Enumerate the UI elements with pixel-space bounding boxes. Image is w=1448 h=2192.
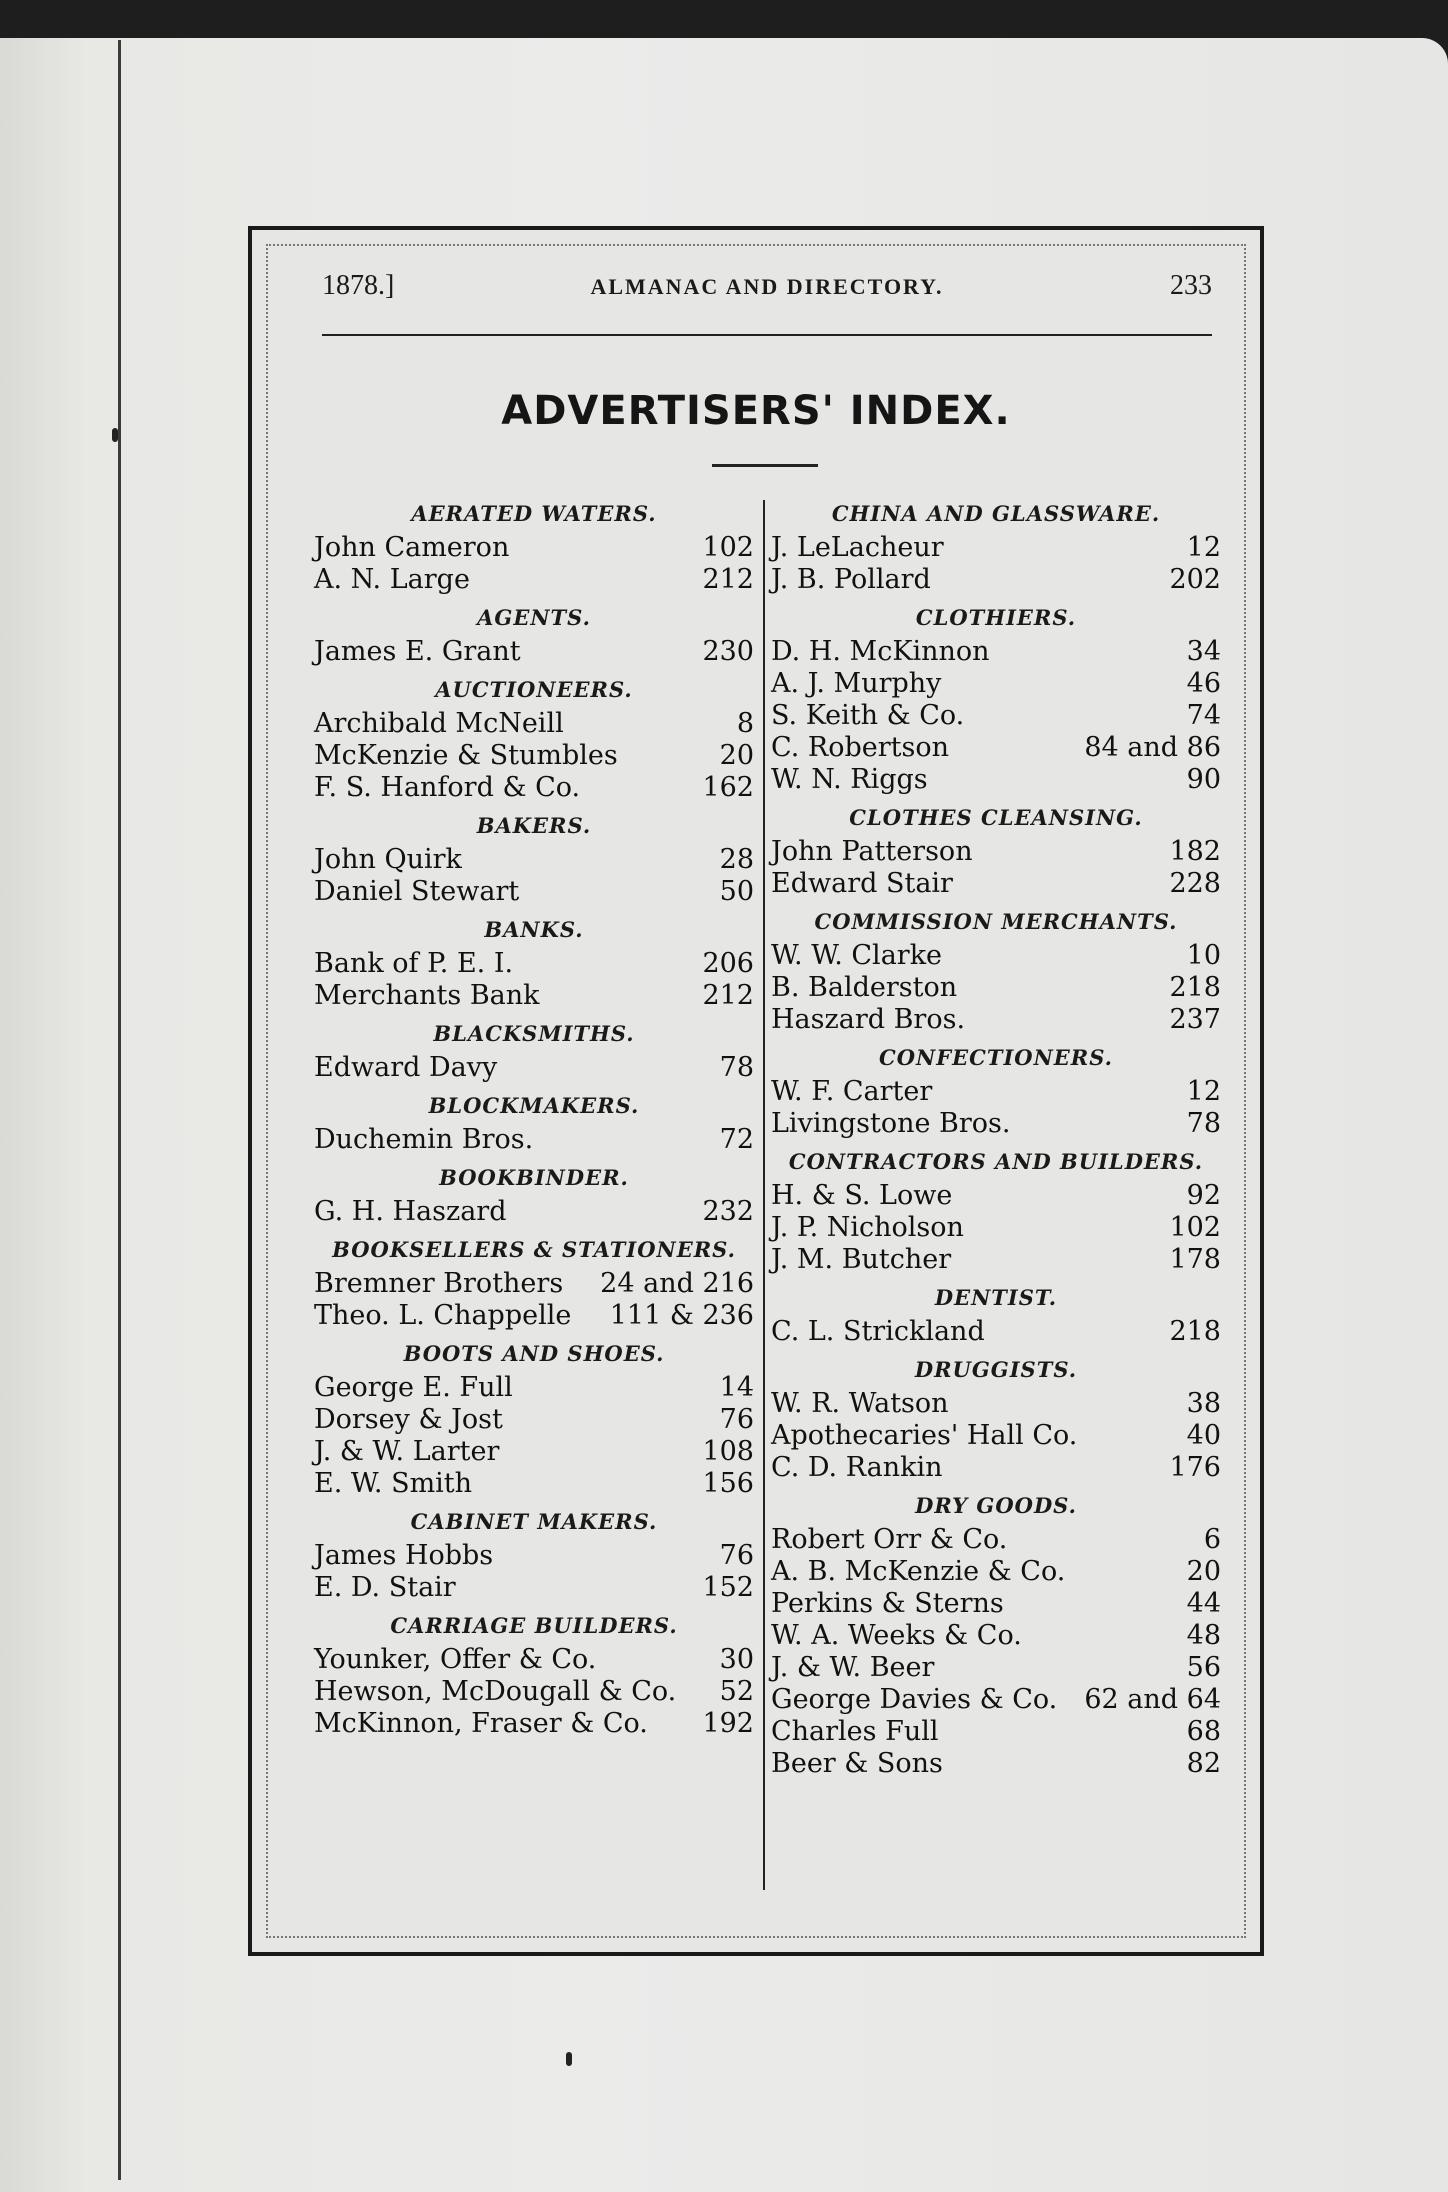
page-reference: 56 — [1186, 1652, 1221, 1683]
index-entry — [771, 868, 1221, 900]
page-number: 233 — [1170, 270, 1212, 301]
section-heading: BOOKSELLERS & STATIONERS. — [332, 1237, 736, 1262]
advertiser-name: Daniel Stewart — [314, 876, 520, 907]
section-heading: CARRIAGE BUILDERS. — [390, 1613, 678, 1638]
section-heading: DRUGGISTS. — [914, 1357, 1078, 1382]
page-reference: 102 — [1169, 1212, 1221, 1243]
advertiser-name: W. N. Riggs — [771, 764, 928, 795]
advertiser-name: J. & W. Beer — [771, 1652, 935, 1683]
section-heading: CLOTHES CLEANSING. — [849, 805, 1143, 830]
index-entry — [314, 564, 754, 596]
index-entry — [771, 1076, 1221, 1108]
index-entry — [771, 1420, 1221, 1452]
advertiser-name: J. M. Butcher — [771, 1244, 952, 1275]
index-entry — [314, 1124, 754, 1156]
page-reference: 38 — [1186, 1388, 1221, 1419]
section-heading: CONFECTIONERS. — [879, 1045, 1113, 1070]
index-entry — [771, 1180, 1221, 1212]
advertiser-name: E. W. Smith — [314, 1468, 473, 1499]
index-entry — [314, 1196, 754, 1228]
page-reference: 10 — [1186, 940, 1221, 971]
page-reference: 84 and 86 — [1084, 732, 1221, 763]
running-header — [322, 270, 1212, 310]
page-reference: 82 — [1186, 1748, 1221, 1779]
index-entry — [771, 1588, 1221, 1620]
index-entry — [771, 1716, 1221, 1748]
index-entry — [771, 1244, 1221, 1276]
page-reference: 20 — [719, 740, 754, 771]
page-reference: 52 — [719, 1676, 754, 1707]
page-reference: 176 — [1169, 1452, 1221, 1483]
advertiser-name: McKenzie & Stumbles — [314, 740, 618, 771]
index-entry — [771, 1556, 1221, 1588]
section-heading: AUCTIONEERS. — [435, 677, 633, 702]
column-divider — [763, 500, 765, 1890]
index-entry — [771, 764, 1221, 796]
section-heading: BOOTS AND SHOES. — [403, 1341, 665, 1366]
index-entry — [314, 1372, 754, 1404]
left-column — [314, 492, 754, 1740]
advertiser-name: A. N. Large — [314, 564, 470, 595]
advertiser-name: J. P. Nicholson — [771, 1212, 964, 1243]
advertiser-name: George Davies & Co. — [771, 1684, 1058, 1715]
page-reference: 46 — [1186, 668, 1221, 699]
advertiser-name: E. D. Stair — [314, 1572, 456, 1603]
page-reference: 182 — [1169, 836, 1221, 867]
advertiser-name: Haszard Bros. — [771, 1004, 966, 1035]
index-entry — [314, 1300, 754, 1332]
advertiser-name: A. J. Murphy — [771, 668, 942, 699]
page-reference: 228 — [1169, 868, 1221, 899]
index-entry — [771, 1212, 1221, 1244]
page-reference: 218 — [1169, 972, 1221, 1003]
advertiser-name: W. F. Carter — [771, 1076, 933, 1107]
index-entry — [314, 1404, 754, 1436]
advertiser-name: Edward Davy — [314, 1052, 498, 1083]
page-reference: 90 — [1186, 764, 1221, 795]
index-entry — [314, 1268, 754, 1300]
page-reference: 178 — [1169, 1244, 1221, 1275]
section-heading: COMMISSION MERCHANTS. — [814, 909, 1178, 934]
advertiser-name: Merchants Bank — [314, 980, 540, 1011]
advertiser-name: James E. Grant — [314, 636, 521, 667]
page-reference: 230 — [702, 636, 754, 667]
advertiser-name: Theo. L. Chappelle — [314, 1300, 572, 1331]
index-entry — [771, 1652, 1221, 1684]
page-reference: 206 — [702, 948, 754, 979]
page-reference: 152 — [702, 1572, 754, 1603]
page-reference: 102 — [702, 532, 754, 563]
binding-mark — [112, 428, 118, 442]
index-entry — [314, 948, 754, 980]
index-entry — [314, 740, 754, 772]
index-entry — [771, 972, 1221, 1004]
advertiser-name: George E. Full — [314, 1372, 513, 1403]
index-entry — [314, 1540, 754, 1572]
section-heading: BOOKBINDER. — [439, 1165, 629, 1190]
index-entry — [314, 1436, 754, 1468]
section-heading: CONTRACTORS AND BUILDERS. — [788, 1149, 1204, 1174]
advertiser-name: John Cameron — [314, 532, 510, 563]
advertiser-name: A. B. McKenzie & Co. — [771, 1556, 1066, 1587]
advertiser-name: C. Robertson — [771, 732, 949, 763]
index-entry — [771, 836, 1221, 868]
advertiser-name: Dorsey & Jost — [314, 1404, 503, 1435]
advertiser-name: J. B. Pollard — [771, 564, 931, 595]
advertiser-name: McKinnon, Fraser & Co. — [314, 1708, 648, 1739]
index-entry — [314, 1676, 754, 1708]
section-heading: BLOCKMAKERS. — [428, 1093, 640, 1118]
page-reference: 232 — [702, 1196, 754, 1227]
page-reference: 202 — [1169, 564, 1221, 595]
page-reference: 12 — [1186, 1076, 1221, 1107]
advertiser-name: Beer & Sons — [771, 1748, 943, 1779]
section-heading: CABINET MAKERS. — [410, 1509, 658, 1534]
section-heading: AGENTS. — [477, 605, 591, 630]
page-reference: 78 — [719, 1052, 754, 1083]
section-heading: BANKS. — [484, 917, 584, 942]
right-column — [771, 492, 1221, 1780]
ink-mark — [566, 2052, 572, 2066]
section-heading: CHINA AND GLASSWARE. — [831, 501, 1161, 526]
index-frame — [248, 226, 1264, 1956]
page-reference: 111 & 236 — [609, 1300, 754, 1331]
advertiser-name: Livingstone Bros. — [771, 1108, 1011, 1139]
index-entry — [771, 940, 1221, 972]
index-entry — [771, 1108, 1221, 1140]
page-reference: 6 — [1203, 1524, 1221, 1555]
page-reference: 24 and 216 — [600, 1268, 754, 1299]
index-entry — [314, 1572, 754, 1604]
index-entry — [314, 708, 754, 740]
section-heading: BAKERS. — [476, 813, 592, 838]
page-reference: 62 and 64 — [1084, 1684, 1221, 1715]
index-entry — [771, 532, 1221, 564]
advertiser-name: G. H. Haszard — [314, 1196, 507, 1227]
index-entry — [771, 1620, 1221, 1652]
advertiser-name: W. R. Watson — [771, 1388, 949, 1419]
index-entry — [314, 532, 754, 564]
page-reference: 28 — [719, 844, 754, 875]
advertiser-name: Edward Stair — [771, 868, 953, 899]
page-reference: 20 — [1186, 1556, 1221, 1587]
section-heading: BLACKSMITHS. — [433, 1021, 635, 1046]
advertiser-name: Duchemin Bros. — [314, 1124, 534, 1155]
advertiser-name: Robert Orr & Co. — [771, 1524, 1008, 1555]
page-title: ADVERTISERS' INDEX. — [501, 388, 1011, 434]
advertiser-name: J. LeLacheur — [771, 532, 944, 563]
page-reference: 218 — [1169, 1316, 1221, 1347]
advertiser-name: John Patterson — [771, 836, 973, 867]
advertiser-name: Charles Full — [771, 1716, 939, 1747]
index-entry — [314, 844, 754, 876]
index-entry — [314, 1052, 754, 1084]
advertiser-name: C. D. Rankin — [771, 1452, 943, 1483]
index-entry — [771, 564, 1221, 596]
page-reference: 34 — [1186, 636, 1221, 667]
section-heading: CLOTHIERS. — [915, 605, 1077, 630]
header-title: ALMANAC AND DIRECTORY. — [590, 274, 944, 299]
advertiser-name: James Hobbs — [314, 1540, 494, 1571]
index-entry — [771, 732, 1221, 764]
advertiser-name: John Quirk — [314, 844, 462, 875]
page-reference: 108 — [702, 1436, 754, 1467]
page-reference: 40 — [1186, 1420, 1221, 1451]
advertiser-name: Archibald McNeill — [314, 708, 564, 739]
section-heading: DRY GOODS. — [915, 1493, 1077, 1518]
index-entry — [771, 636, 1221, 668]
page-reference: 76 — [719, 1404, 754, 1435]
page-reference: 12 — [1186, 532, 1221, 563]
index-entry — [771, 700, 1221, 732]
index-entry — [314, 876, 754, 908]
index-entry — [771, 1524, 1221, 1556]
section-heading: AERATED WATERS. — [411, 501, 657, 526]
page-reference: 50 — [719, 876, 754, 907]
index-entry — [314, 772, 754, 804]
advertiser-name: S. Keith & Co. — [771, 700, 965, 731]
advertiser-name: Bank of P. E. I. — [314, 948, 514, 979]
header-rule — [322, 334, 1212, 336]
advertiser-name: B. Balderston — [771, 972, 958, 1003]
page-reference: 76 — [719, 1540, 754, 1571]
page-reference: 212 — [702, 564, 754, 595]
page-reference: 48 — [1186, 1620, 1221, 1651]
page-reference: 212 — [702, 980, 754, 1011]
advertiser-name: D. H. McKinnon — [771, 636, 990, 667]
index-entry — [314, 1708, 754, 1740]
title-rule — [712, 464, 818, 467]
gutter-line — [118, 40, 121, 2180]
page-reference: 30 — [719, 1644, 754, 1675]
index-entry — [771, 1684, 1221, 1716]
advertiser-name: Perkins & Sterns — [771, 1588, 1004, 1619]
index-entry — [771, 668, 1221, 700]
page-reference: 237 — [1169, 1004, 1221, 1035]
page-reference: 162 — [702, 772, 754, 803]
advertiser-name: Apothecaries' Hall Co. — [771, 1420, 1078, 1451]
index-entry — [771, 1388, 1221, 1420]
index-entry — [771, 1004, 1221, 1036]
page-reference: 78 — [1186, 1108, 1221, 1139]
page-reference: 14 — [719, 1372, 754, 1403]
advertiser-name: W. W. Clarke — [771, 940, 943, 971]
index-entry — [771, 1316, 1221, 1348]
index-entry — [771, 1452, 1221, 1484]
page-reference: 192 — [702, 1708, 754, 1739]
advertiser-name: H. & S. Lowe — [771, 1180, 953, 1211]
advertiser-name: Younker, Offer & Co. — [314, 1644, 597, 1675]
page-reference: 68 — [1186, 1716, 1221, 1747]
advertiser-name: Bremner Brothers — [314, 1268, 564, 1299]
page-reference: 156 — [702, 1468, 754, 1499]
index-entry — [314, 1468, 754, 1500]
page-reference: 44 — [1186, 1588, 1221, 1619]
advertiser-name: W. A. Weeks & Co. — [771, 1620, 1022, 1651]
advertiser-name: F. S. Hanford & Co. — [314, 772, 581, 803]
advertiser-name: C. L. Strickland — [771, 1316, 985, 1347]
index-entry — [314, 980, 754, 1012]
advertiser-name: Hewson, McDougall & Co. — [314, 1676, 677, 1707]
header-year: 1878.] — [322, 270, 395, 301]
page-reference: 74 — [1186, 700, 1221, 731]
index-entry — [771, 1748, 1221, 1780]
index-entry — [314, 636, 754, 668]
index-entry — [314, 1644, 754, 1676]
section-heading: DENTIST. — [934, 1285, 1058, 1310]
advertiser-name: J. & W. Larter — [314, 1436, 500, 1467]
page-reference: 72 — [719, 1124, 754, 1155]
page-reference: 8 — [736, 708, 754, 739]
page-reference: 92 — [1186, 1180, 1221, 1211]
